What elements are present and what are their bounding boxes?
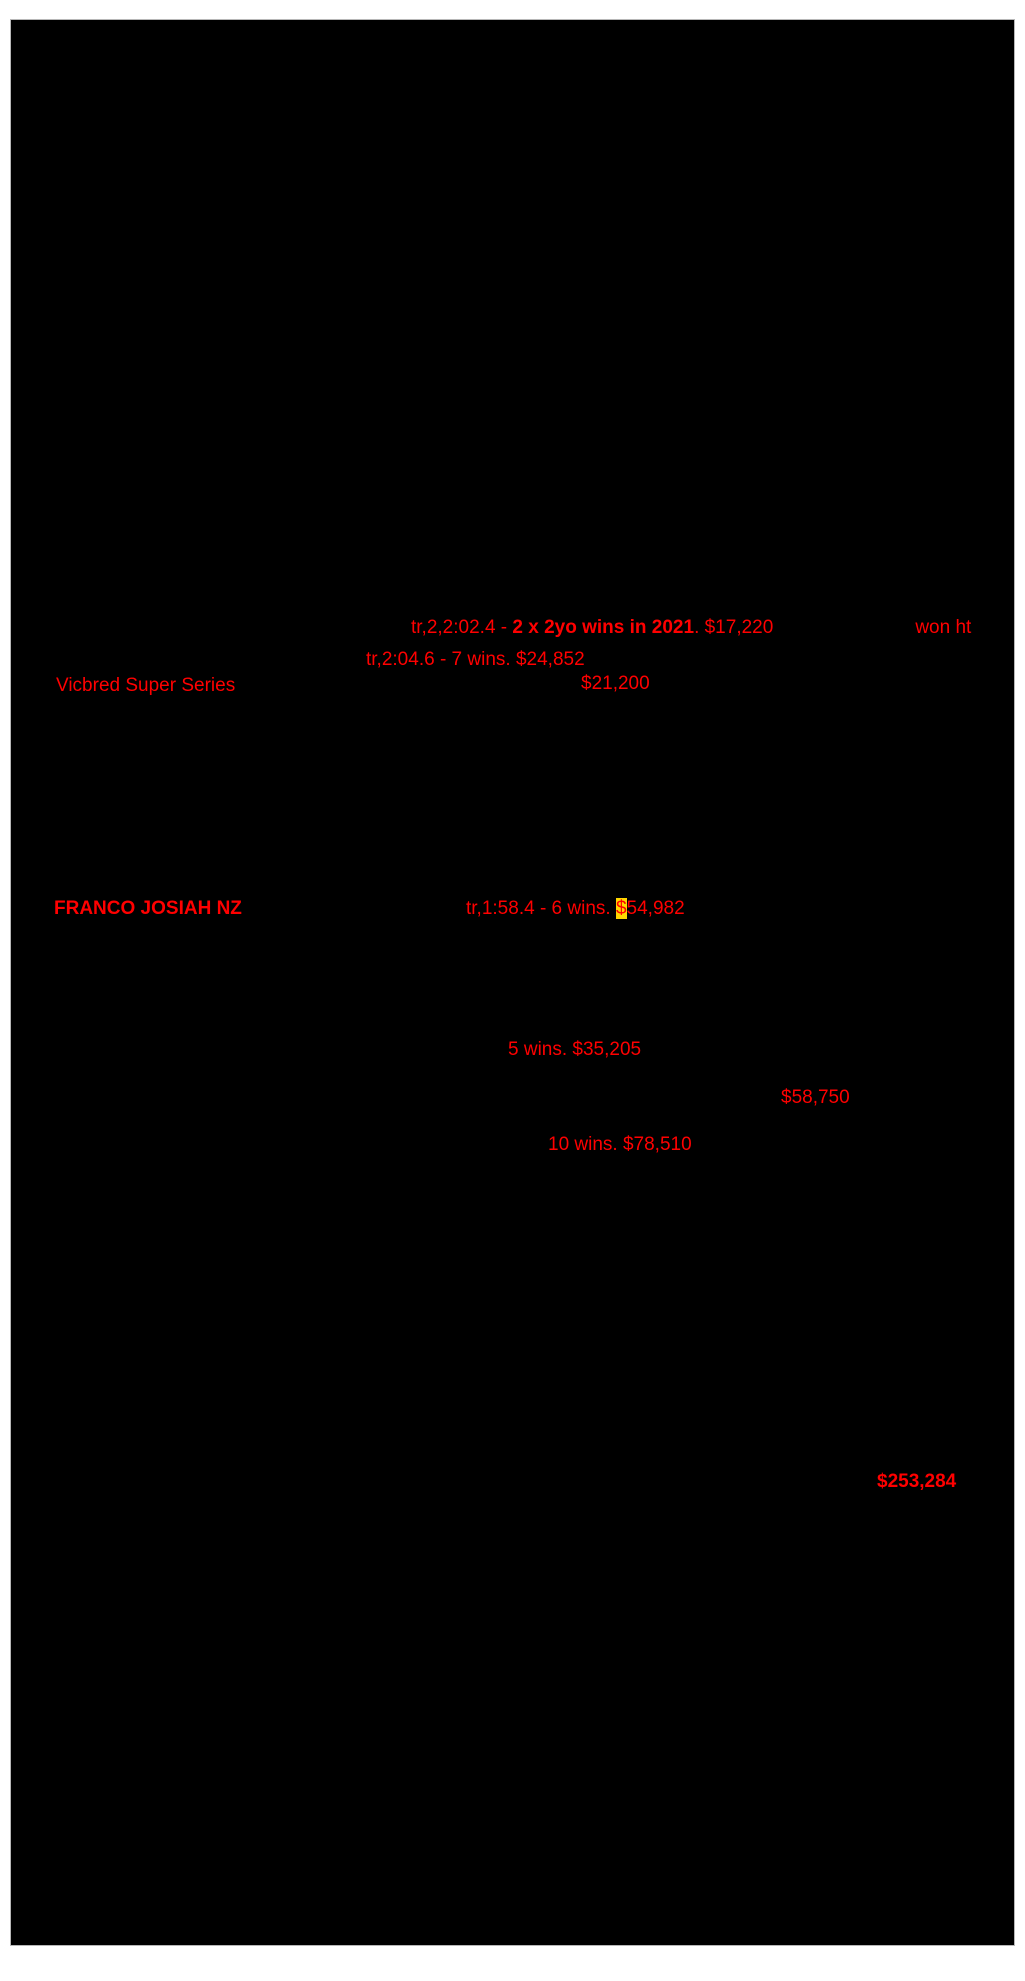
earnings-58750: $58,750 <box>781 1087 850 1108</box>
line1-right-note: won ht <box>915 617 972 638</box>
wins-5-earnings: 5 wins. $35,205 <box>508 1039 642 1060</box>
franco-record-highlighted-dollar: $ <box>615 898 627 919</box>
horse-name-franco-josiah: FRANCO JOSIAH NZ <box>54 898 242 919</box>
black-content-panel <box>10 19 1015 1946</box>
wins-10-earnings: 10 wins. $78,510 <box>548 1134 692 1155</box>
line1-suffix: . $17,220 <box>694 617 774 638</box>
line1-prefix: tr,2,2:02.4 - <box>411 617 513 638</box>
franco-josiah-record <box>466 898 685 920</box>
earnings-253284: $253,284 <box>877 1471 957 1492</box>
franco-record-amount: 54,982 <box>626 898 685 919</box>
vicbred-super-series-label: Vicbred Super Series <box>56 675 236 696</box>
pedigree-line-2: tr,2:04.6 - 7 wins. $24,852 <box>366 649 585 670</box>
pedigree-line-3-earnings: $21,200 <box>581 673 650 694</box>
franco-record-prefix: tr,1:58.4 - 6 wins. <box>466 898 616 919</box>
line1-bold-highlightphrase: 2 x 2yo wins in 2021 <box>512 617 695 638</box>
pedigree-line-1 <box>411 617 971 639</box>
